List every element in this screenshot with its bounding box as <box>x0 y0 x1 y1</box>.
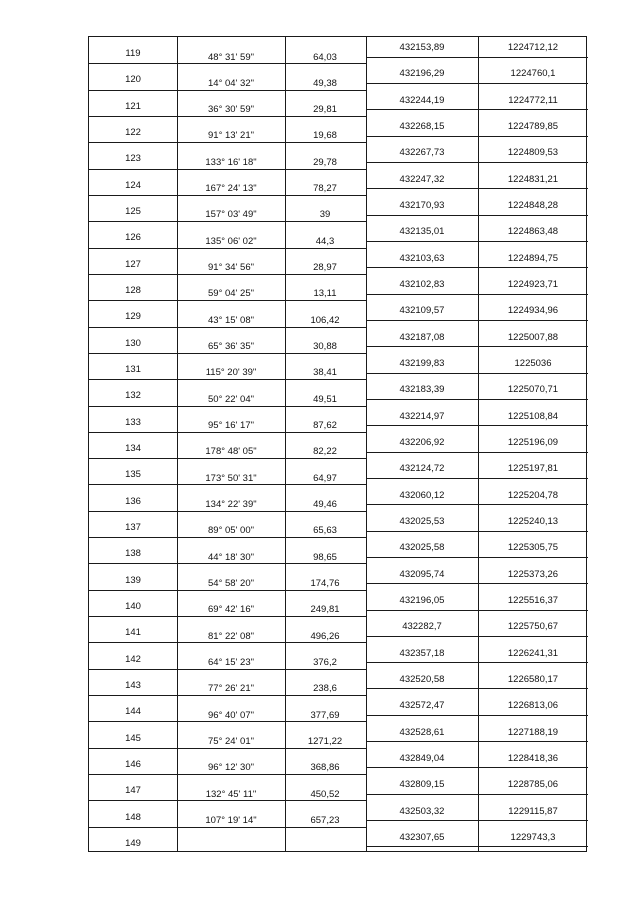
direction-angle: 133° 16' 18" <box>205 156 257 168</box>
point-number: 124 <box>125 179 141 191</box>
row-divider <box>366 794 588 795</box>
segment-length: 29,81 <box>313 104 337 116</box>
point-number: 121 <box>125 100 141 112</box>
coord-x: 432199,83 <box>399 358 445 370</box>
direction-angle: 44° 18' 30" <box>208 551 254 563</box>
row-divider <box>366 715 588 716</box>
point-number: 133 <box>125 416 141 428</box>
row-divider <box>366 636 588 637</box>
point-number: 128 <box>125 285 141 297</box>
row-divider <box>366 531 588 532</box>
coord-y: 1225007,88 <box>507 331 559 343</box>
segment-length: 28,97 <box>313 262 337 274</box>
direction-angle: 96° 40' 07" <box>208 709 254 721</box>
point-number: 123 <box>125 153 141 165</box>
coord-x: 432153,89 <box>399 42 445 54</box>
row-divider <box>366 452 588 453</box>
row-divider <box>89 484 177 485</box>
direction-angle: 107° 19' 14" <box>205 814 257 826</box>
direction-angle: 64° 15' 23" <box>208 656 254 668</box>
point-number: 138 <box>125 548 141 560</box>
direction-angle: 96° 12' 30" <box>208 762 254 774</box>
row-divider <box>89 195 177 196</box>
coord-y: 1225516,37 <box>507 594 559 606</box>
row-divider <box>89 774 177 775</box>
point-number: 120 <box>125 74 141 86</box>
coordinate-table <box>88 36 587 852</box>
coord-y: 1226813,06 <box>507 700 559 712</box>
row-divider <box>366 741 588 742</box>
row-divider <box>89 221 177 222</box>
row-divider <box>366 320 588 321</box>
direction-angle: 167° 24' 13" <box>205 183 257 195</box>
segment-length: 49,51 <box>313 393 337 405</box>
coord-y: 1225373,26 <box>507 568 559 580</box>
segment-length: 106,42 <box>310 314 340 326</box>
coord-x: 432849,04 <box>399 752 445 764</box>
row-divider <box>366 557 588 558</box>
point-number: 142 <box>125 653 141 665</box>
direction-angle: 91° 13' 21" <box>208 130 254 142</box>
coord-y: 1224923,71 <box>507 279 559 291</box>
row-divider <box>89 511 177 512</box>
coord-y: 1225108,84 <box>507 410 559 422</box>
coord-y: 1225305,75 <box>507 542 559 554</box>
coord-x: 432196,29 <box>399 68 445 80</box>
row-divider <box>366 767 588 768</box>
segment-length: 496,26 <box>310 630 340 642</box>
row-divider <box>89 616 177 617</box>
direction-angle: 91° 34' 56" <box>208 262 254 274</box>
coord-y: 1225070,71 <box>507 384 559 396</box>
coord-x: 432183,39 <box>399 384 445 396</box>
direction-angle: 135° 06' 02" <box>205 235 257 247</box>
direction-angle: 81° 22' 08" <box>208 630 254 642</box>
point-number: 141 <box>125 627 141 639</box>
direction-angle: 157° 03' 49" <box>205 209 257 221</box>
direction-angle: 43° 15' 08" <box>208 314 254 326</box>
coord-y: 1224772,11 <box>508 94 558 106</box>
coord-y: 1224848,28 <box>507 200 559 212</box>
segment-length: 49,38 <box>313 77 337 89</box>
coord-y: 1224712,12 <box>507 42 559 54</box>
coord-y: 1229115,87 <box>508 805 558 817</box>
point-number: 135 <box>125 469 141 481</box>
row-divider <box>366 109 588 110</box>
row-divider <box>89 327 177 328</box>
row-divider <box>366 610 588 611</box>
direction-angle: 54° 58' 20" <box>208 577 254 589</box>
segment-length: 82,22 <box>313 446 337 458</box>
row-divider <box>366 425 588 426</box>
row-divider <box>366 188 588 189</box>
direction-angle: 50° 22' 04" <box>208 393 254 405</box>
point-number: 131 <box>125 364 141 376</box>
direction-angle: 69° 42' 16" <box>208 604 254 616</box>
point-number: 119 <box>125 48 141 60</box>
coord-y: 1228785,06 <box>507 779 559 791</box>
segment-length: 13,11 <box>313 288 337 300</box>
row-divider <box>366 294 588 295</box>
point-number: 126 <box>125 232 141 244</box>
point-number: 147 <box>125 785 141 797</box>
row-divider <box>89 406 177 407</box>
coord-x: 432109,57 <box>399 305 445 317</box>
row-divider <box>366 57 588 58</box>
coord-y: 1224789,85 <box>507 121 559 133</box>
point-number: 139 <box>125 574 141 586</box>
coord-x: 432809,15 <box>399 779 445 791</box>
coord-y: 1227188,19 <box>507 726 559 738</box>
coord-x: 432247,32 <box>399 173 445 185</box>
row-divider <box>89 63 177 64</box>
coord-y: 1225240,13 <box>507 515 559 527</box>
row-divider <box>89 669 177 670</box>
row-divider <box>89 353 177 354</box>
direction-angle: 48° 31' 59" <box>208 51 254 63</box>
point-number: 127 <box>125 258 141 270</box>
row-divider <box>366 399 588 400</box>
point-number: 134 <box>125 443 141 454</box>
row-divider <box>89 248 177 249</box>
direction-angle: 65° 36' 35" <box>208 341 254 353</box>
segment-length: 38,41 <box>313 367 337 379</box>
direction-angle: 14° 04' 32" <box>208 77 254 89</box>
direction-angle: 178° 48' 05" <box>205 446 257 458</box>
segment-length: 44,3 <box>315 235 335 247</box>
direction-angle: 77° 26' 21" <box>208 683 254 695</box>
coord-y: 1225204,78 <box>507 489 559 501</box>
direction-angle: 134° 22' 39" <box>205 499 257 510</box>
row-divider <box>89 748 177 749</box>
row-divider <box>89 642 177 643</box>
row-divider <box>366 846 588 847</box>
coord-x: 432307,65 <box>399 831 445 843</box>
row-divider <box>366 136 588 137</box>
row-divider <box>366 215 588 216</box>
coord-y: 1224831,21 <box>507 173 559 185</box>
segment-length: 49,46 <box>313 499 337 510</box>
row-divider <box>89 695 177 696</box>
segment-length: 377,69 <box>310 709 340 721</box>
coord-x: 432103,63 <box>399 252 445 264</box>
row-divider <box>89 800 177 801</box>
segment-length: 19,68 <box>313 130 337 142</box>
row-divider <box>366 267 588 268</box>
segment-length: 64,97 <box>313 472 337 484</box>
point-number: 125 <box>125 206 141 218</box>
direction-angle: 89° 05' 00" <box>208 525 254 537</box>
coord-y: 1224809,53 <box>507 147 559 159</box>
coord-x: 432214,97 <box>399 410 445 422</box>
row-divider <box>366 662 588 663</box>
coord-y: 1224894,75 <box>507 252 559 264</box>
row-divider <box>89 432 177 433</box>
row-divider <box>366 241 588 242</box>
segment-length: 376,2 <box>313 656 337 668</box>
coord-y: 1226241,31 <box>507 647 559 659</box>
coord-y: 1226580,17 <box>507 673 559 685</box>
row-divider <box>89 537 177 538</box>
point-number: 149 <box>125 837 141 849</box>
row-divider <box>366 583 588 584</box>
point-number: 148 <box>125 811 141 823</box>
segment-length: 238,6 <box>313 683 337 695</box>
row-divider <box>89 116 177 117</box>
direction-angle: 95° 16' 17" <box>208 420 254 432</box>
row-divider <box>366 162 588 163</box>
coord-x: 432244,19 <box>399 94 445 106</box>
row-divider <box>89 590 177 591</box>
row-divider <box>89 300 177 301</box>
segment-length: 78,27 <box>313 183 337 195</box>
point-number: 132 <box>125 390 141 402</box>
direction-angle: 36° 30' 59" <box>208 104 254 116</box>
coord-y: 1225750,67 <box>507 621 559 633</box>
coord-x: 432268,15 <box>399 121 445 133</box>
coord-x: 432025,58 <box>399 542 445 554</box>
row-divider <box>89 827 177 828</box>
row-divider <box>89 458 177 459</box>
point-number: 122 <box>125 127 141 139</box>
segment-length: 39 <box>319 209 331 221</box>
coord-x: 432357,18 <box>399 647 445 659</box>
row-divider <box>366 373 588 374</box>
row-divider <box>89 169 177 170</box>
segment-length: 249,81 <box>310 604 340 616</box>
coord-x: 432025,53 <box>399 515 445 527</box>
row-divider <box>366 688 588 689</box>
coord-x: 432095,74 <box>399 568 445 580</box>
segment-length: 65,63 <box>313 525 337 537</box>
direction-angle: 75° 24' 01" <box>208 735 254 747</box>
row-divider <box>89 721 177 722</box>
coord-x: 432124,72 <box>399 463 445 475</box>
coord-x: 432267,73 <box>399 147 445 159</box>
point-number: 137 <box>125 521 141 533</box>
point-number: 146 <box>125 758 141 770</box>
coord-x: 432196,05 <box>399 594 445 606</box>
coord-y: 1225197,81 <box>507 463 559 475</box>
segment-length: 98,65 <box>313 551 337 563</box>
coord-y: 1224934,96 <box>507 305 559 317</box>
segment-length: 64,03 <box>313 51 337 63</box>
coord-y: 1224863,48 <box>507 226 559 238</box>
segment-length: 30,88 <box>313 341 337 353</box>
coord-x: 432572,47 <box>399 700 445 712</box>
point-number: 130 <box>125 337 141 349</box>
coord-y: 1224760,1 <box>510 68 556 80</box>
segment-length: 29,78 <box>313 156 337 168</box>
coord-x: 432528,61 <box>399 726 445 738</box>
row-divider <box>366 820 588 821</box>
direction-angle: 132° 45' 11" <box>205 788 257 800</box>
segment-length: 657,23 <box>310 814 340 826</box>
row-divider <box>366 478 588 479</box>
point-number: 143 <box>125 679 141 691</box>
row-divider <box>89 90 177 91</box>
point-number: 140 <box>125 600 141 612</box>
segment-length: 87,62 <box>313 420 337 432</box>
point-number: 129 <box>125 311 141 323</box>
row-divider <box>89 379 177 380</box>
segment-length: 450,52 <box>310 788 340 800</box>
coord-x: 432187,08 <box>399 331 445 343</box>
coord-x: 432503,32 <box>399 805 445 817</box>
coord-x: 432520,58 <box>399 673 445 685</box>
row-divider <box>366 346 588 347</box>
coord-y: 1228418,36 <box>507 752 559 764</box>
row-divider <box>89 274 177 275</box>
point-number: 136 <box>125 495 141 507</box>
direction-angle: 59° 04' 25" <box>208 288 254 300</box>
point-number: 145 <box>125 732 141 744</box>
row-divider <box>366 504 588 505</box>
segment-length: 368,86 <box>310 762 340 774</box>
row-divider <box>366 83 588 84</box>
coord-x: 432206,92 <box>399 437 445 448</box>
row-divider <box>89 142 177 143</box>
coord-x: 432135,01 <box>399 226 445 238</box>
coord-x: 432282,7 <box>402 621 442 633</box>
coord-y: 1225036 <box>514 358 552 370</box>
coord-x: 432170,93 <box>399 200 445 212</box>
direction-angle: 173° 50' 31" <box>205 472 257 484</box>
coord-y: 1229743,3 <box>510 831 556 843</box>
row-divider <box>89 563 177 564</box>
direction-angle: 115° 20' 39" <box>205 367 257 379</box>
segment-length: 1271,22 <box>307 735 343 747</box>
coord-x: 432102,83 <box>399 279 445 291</box>
coord-y: 1225196,09 <box>507 437 559 448</box>
point-number: 144 <box>125 706 141 718</box>
segment-length: 174,76 <box>310 577 340 589</box>
coord-x: 432060,12 <box>399 489 445 501</box>
